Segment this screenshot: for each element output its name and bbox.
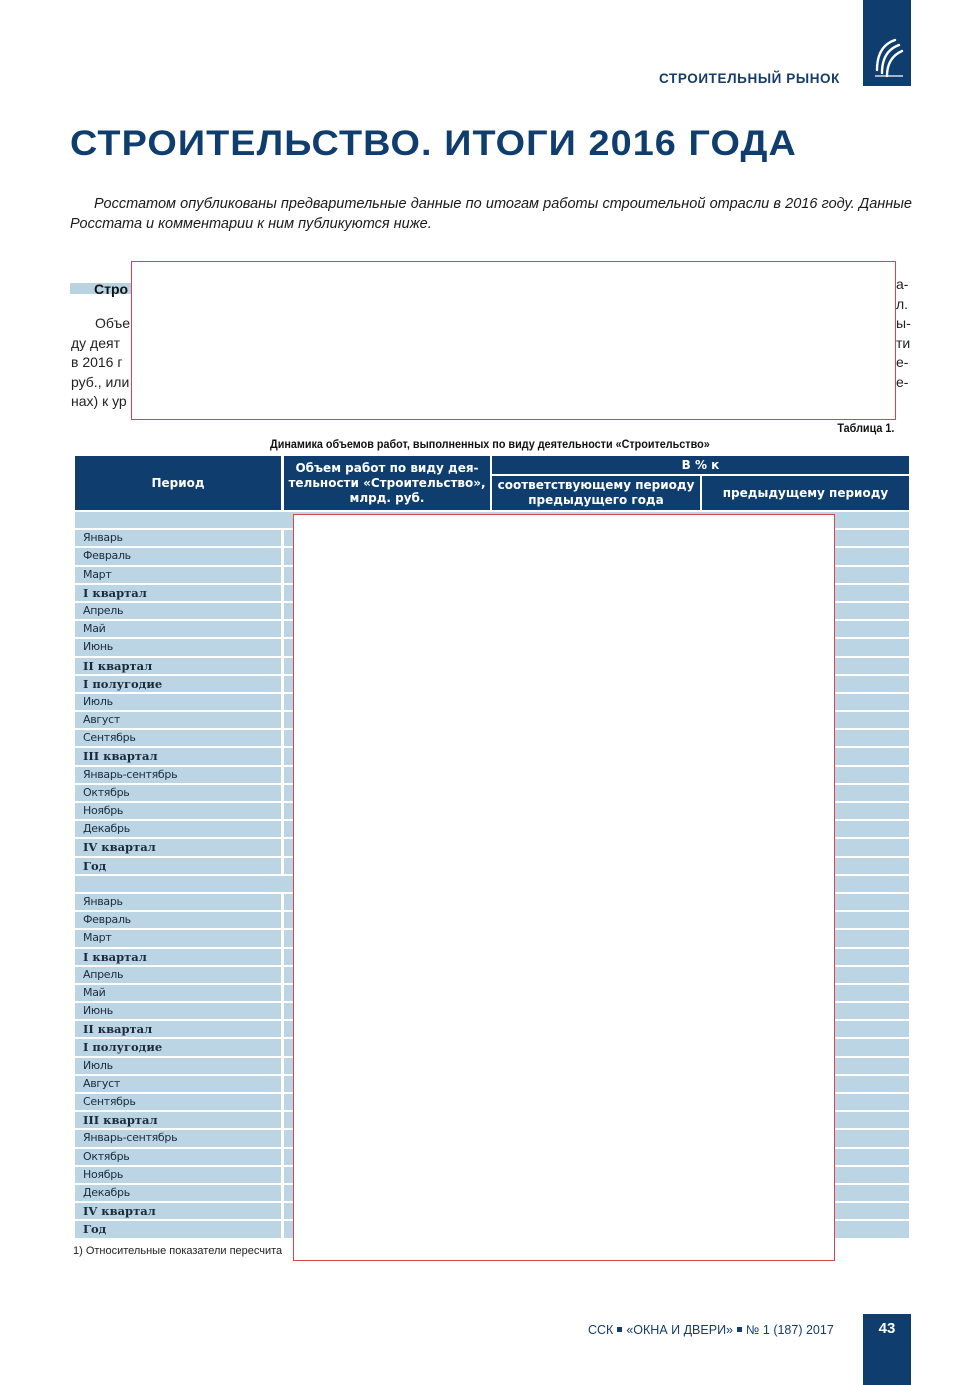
lead-paragraph: Росстатом опубликованы предварительные данные по итогам работы строительной отрасли в 2016 году. Данные Росстата и комментарии к ним публикуются ниже. <box>70 196 912 232</box>
cell-period <box>75 803 281 819</box>
period-label: Октябрь <box>83 1149 130 1163</box>
period-label: IV квартал <box>83 1204 156 1219</box>
cell-period <box>75 1039 281 1055</box>
cell-period <box>75 912 281 928</box>
period-label: Июнь <box>83 1004 113 1018</box>
cell-period <box>75 748 281 764</box>
body-line: ы- <box>896 315 911 332</box>
square-bullet-icon <box>737 1327 742 1332</box>
period-label: Декабрь <box>83 1185 130 1199</box>
cell-period <box>75 658 281 674</box>
period-label: Август <box>83 1076 120 1090</box>
period-label: Февраль <box>83 549 131 563</box>
square-bullet-icon <box>617 1327 622 1332</box>
table-number: Таблица 1. <box>836 421 894 435</box>
cell-period <box>75 1221 281 1237</box>
cell-period <box>75 1021 281 1037</box>
cell-period <box>75 1094 281 1110</box>
period-label: Сентябрь <box>83 1095 136 1108</box>
cell-period <box>75 1203 281 1219</box>
cell-period <box>75 876 281 892</box>
period-label: Август <box>83 713 120 727</box>
period-label: II квартал <box>83 1022 153 1037</box>
body-line: в 2016 г <box>71 354 123 371</box>
column-header-period: Период <box>75 456 281 510</box>
period-label: Апрель <box>83 967 124 981</box>
period-label: Год <box>83 858 107 873</box>
cell-period <box>75 1076 281 1092</box>
cell-period <box>75 985 281 1001</box>
body-line: Объе <box>95 315 130 331</box>
footer-part: ССК <box>588 1323 614 1337</box>
body-line: ду деят <box>71 334 121 351</box>
body-line: л. <box>896 295 909 312</box>
period-label: Июнь <box>83 640 113 654</box>
cell-period <box>75 858 281 874</box>
redaction-box <box>131 261 896 420</box>
period-label: Май <box>83 985 106 999</box>
column-header-percent-group: В % к <box>492 456 909 474</box>
period-label: Март <box>83 931 112 945</box>
table-footnote: 1) Относительные показатели пересчита <box>73 1245 283 1257</box>
period-label: III квартал <box>83 1113 158 1128</box>
period-label: III квартал <box>83 749 158 764</box>
body-text-right <box>896 275 911 393</box>
brand-tab <box>863 0 911 86</box>
cell-period <box>75 530 281 546</box>
cell-period <box>75 1185 281 1201</box>
period-label: IV квартал <box>83 840 156 855</box>
body-line: руб., или <box>71 373 130 390</box>
cell-period <box>75 548 281 564</box>
column-header-volume: Объем работ по виду дея-тельности «Строительство», млрд. руб. <box>284 456 490 510</box>
subhead: Стро <box>94 281 129 297</box>
period-label: I квартал <box>83 585 147 600</box>
period-label: Январь-сентябрь <box>83 1131 178 1145</box>
period-label: Июль <box>83 694 113 708</box>
cell-period <box>75 567 281 583</box>
cell-period <box>75 821 281 837</box>
body-line: ти <box>896 334 911 351</box>
period-label: Январь-сентябрь <box>83 767 178 781</box>
cell-period <box>75 839 281 855</box>
period-label: II квартал <box>83 658 153 673</box>
period-label: I полугодие <box>83 676 163 691</box>
cell-period <box>75 694 281 710</box>
column-header-prev-period: предыдущему периоду <box>702 476 909 510</box>
cell-period <box>75 1112 281 1128</box>
cell-period <box>75 639 281 655</box>
cell-period <box>75 949 281 965</box>
cell-period <box>75 767 281 783</box>
column-header-prev-year: соответствующему периоду предыдущего года <box>492 476 700 510</box>
period-label: Январь <box>83 531 123 545</box>
period-label: Октябрь <box>83 785 130 799</box>
cell-period <box>75 967 281 983</box>
cell-period <box>75 785 281 801</box>
table-caption: Динамика объемов работ, выполненных по виду деятельности «Строительство» <box>270 437 710 451</box>
cell-period <box>75 894 281 910</box>
cell-period <box>75 1167 281 1183</box>
period-label: Сентябрь <box>83 731 136 745</box>
cell-period <box>75 621 281 637</box>
page-number: 43 <box>878 1320 896 1337</box>
section-label: СТРОИТЕЛЬНЫЙ РЫНОК <box>658 71 840 86</box>
cell-period <box>75 930 281 946</box>
period-label: Декабрь <box>83 822 130 836</box>
period-label: Апрель <box>83 603 124 617</box>
cell-period <box>75 712 281 728</box>
period-label: Май <box>83 622 106 636</box>
cell-period <box>75 730 281 746</box>
period-label: I квартал <box>83 949 147 964</box>
period-label: Ноябрь <box>83 804 124 817</box>
cell-period <box>75 1130 281 1146</box>
cell-period <box>75 676 281 692</box>
body-text-left <box>71 314 130 412</box>
period-label: Март <box>83 567 112 581</box>
redaction-box <box>293 514 835 1261</box>
body-line: а- <box>896 276 909 292</box>
page-title: СТРОИТЕЛЬСТВО. ИТОГИ 2016 ГОДА <box>70 124 797 163</box>
cell-period <box>75 1003 281 1019</box>
cell-period <box>75 603 281 619</box>
cell-period <box>75 512 281 528</box>
period-label: Февраль <box>83 913 131 927</box>
cell-period <box>75 1058 281 1074</box>
period-label: Год <box>83 1222 107 1237</box>
body-line: е- <box>896 354 909 371</box>
period-label: Ноябрь <box>83 1167 124 1181</box>
period-label: I полугодие <box>83 1040 163 1055</box>
body-line: нах) к ур <box>71 393 127 410</box>
cell-period <box>75 585 281 601</box>
cell-period <box>75 1149 281 1165</box>
body-line: е- <box>896 373 909 390</box>
footer-publication <box>588 1323 834 1337</box>
period-label: Июль <box>83 1058 113 1072</box>
table-header <box>75 456 909 510</box>
brand-swoosh-icon <box>869 36 905 80</box>
footer-part: № 1 (187) 2017 <box>746 1323 834 1337</box>
period-label: Январь <box>83 894 123 908</box>
footer-part: «ОКНА И ДВЕРИ» <box>626 1323 734 1337</box>
